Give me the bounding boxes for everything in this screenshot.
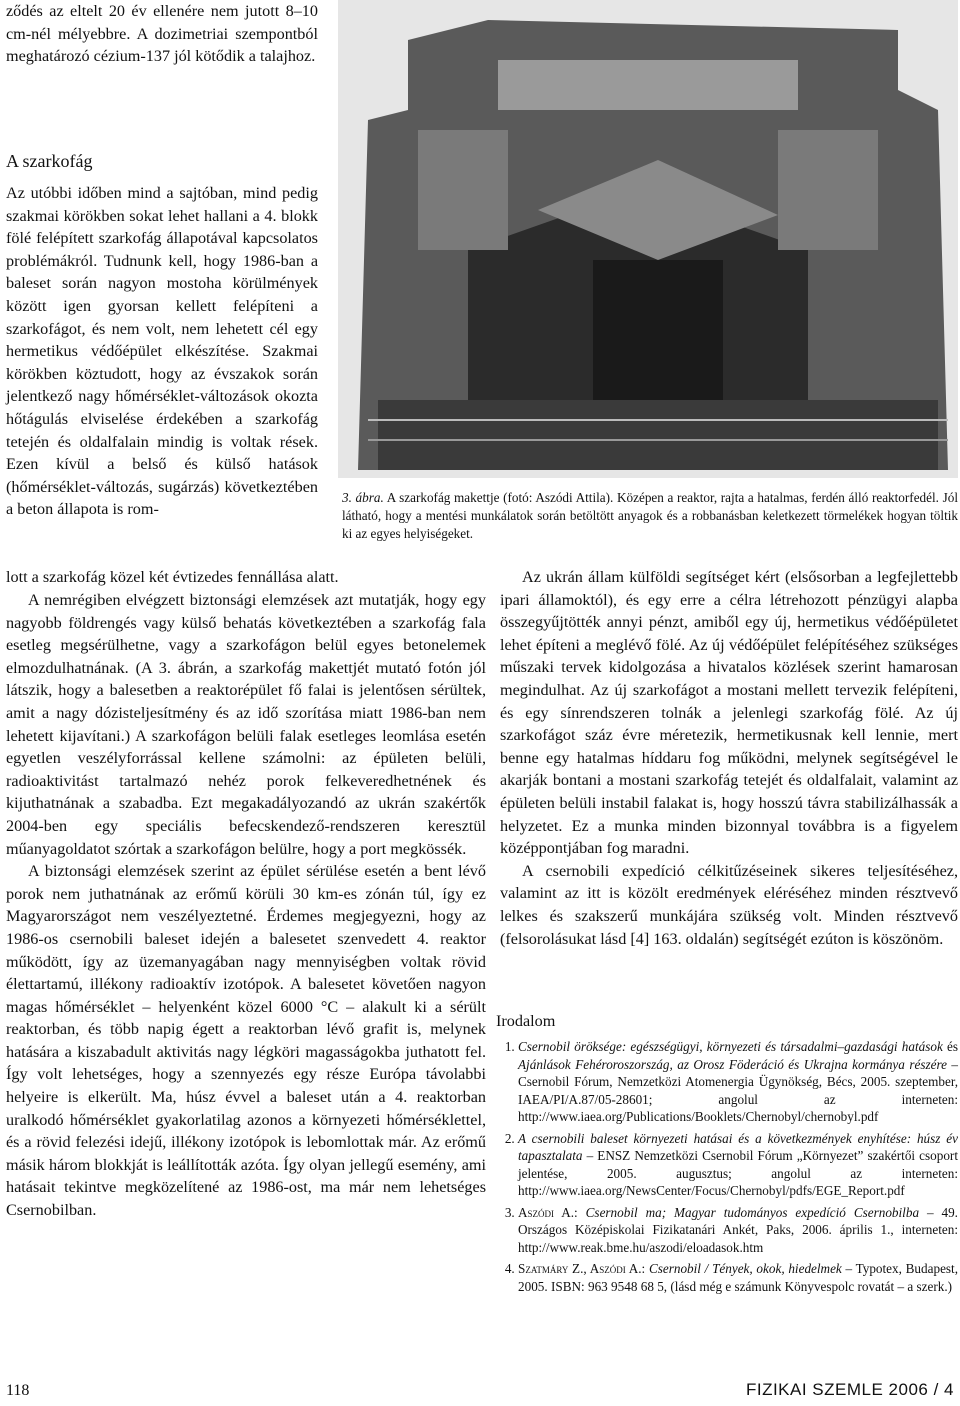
reference-part: és xyxy=(942,1039,958,1054)
caption-label: 3. ábra. xyxy=(342,490,384,505)
reference-part: Csernobil / Tények, okok, hiedelmek xyxy=(648,1261,842,1276)
reference-part: Ajánlások Fehéroroszország, az Orosz Föderáció és Ukrajna kormánya részére xyxy=(518,1056,947,1072)
reference-list xyxy=(496,1038,958,1295)
reference-item xyxy=(518,1038,958,1126)
reference-item xyxy=(518,1130,958,1200)
caption-text: A szarkofág makettje (fotó: Aszódi Attila). Középen a reaktor, rajta a hatalmas, ferdén álló reaktorfedél. Jól látható, hogy a mentési munkálatok során betöltött anyagok és a robbanásban keletkezett törmelékek hogyan töltik ki az egyes helyiségeket. xyxy=(342,490,958,541)
column-left-top xyxy=(6,0,318,68)
reference-part: Aszódi A. xyxy=(518,1204,575,1220)
reference-item xyxy=(518,1204,958,1257)
reference-part: A csernobili baleset környezeti hatásai és a következmények enyhítése: húsz év tapasztalata xyxy=(518,1130,958,1163)
section-title: A szarkofág xyxy=(6,151,93,171)
sarcophagus-model-image xyxy=(338,0,958,478)
reference-part: : xyxy=(574,1204,586,1220)
reference-part: Szatmáry Z., Aszódi A. xyxy=(518,1261,642,1276)
paragraph: Az ukrán állam külföldi segítséget kért (elsősorban a legfejlettebb ipari államoktól), és egy erre a célra létrehozott pénzügyi alapba összegyűjtötték annyi pénzt, amiből egy új, hermetikus védőépületet lehet építeni a meglévő fölé. Az új védőépület felépítéséhez szükséges műszaki tervek kidolgozása a hivatalos közlések szerint hamarosan megindulhat. Az új szarkofágot a mostani mellett tervezik felépíteni, és egy sínrendszeren tolnák a jelenlegi szarkofág fölé. Az új szarkofágot száz évre méretezik, hermetikusnak kell lennie, mert benne egy hatalmas híddaru fog működni, melynek segítségével le akarják bontani a mostani szarkofág tetejét és oldalfalait, valamint az épületen belüli instabil falakat is, hogy hosszú távra stabilizálhassák a helyzetet. Ez a munka minden bizonnyal továbbra is a figyelem középpontjában fog maradni. xyxy=(500,568,958,858)
paragraph: A biztonsági elemzések szerint az épület sérülése esetén a bent lévő porok nem juthatnának az erőmű körüli 30 km-es zónán túl, így ez Magyarországot nem veszélyeztetné. Érdemes megjegyezni, hogy az 1986-os csernobili baleset idején a balesetet szenvedett 4. reaktor működött, így az üzemanyagában nagy mennyiségben voltak rövid élettartamú, illékony radioaktív izotópok. A balesetet követően nagyon magas hőmérséklet – helyenként közel 6000 °C – alakult ki a sérült reaktorban, és több napig égett a reaktorban lévő grafit is, melynek hatására a kiszabadult aktivitás nagy légköri magasságokba juthatott fel. Így volt lehetséges, hogy a szennyezés egy része Európa távolabbi helyeire is elkerült. Ma, húsz évvel a baleset után a 4. reaktorban uralkodó hőmérséklet gyakorlatilag azonos a környezeti hőmérséklettel, és a rövid felezési idejű, illékony izotópok is lebomlottak már. Az erőmű másik három blokkját is leállították azóta. Így olyan jellegű esemény, ami hatásait tekintve megközelítené az 1986-ost, ma már nem lehetséges Csernobilban. xyxy=(6,862,486,1220)
reference-part: – 49. Országos Középiskolai Fizikatanári Ankét, Paks, 2006. április 1., interneten: http://www.reak.bme.hu/aszodi/eloadasok.htm xyxy=(518,1204,958,1255)
references xyxy=(496,1010,958,1299)
figure-photo xyxy=(338,0,958,478)
journal-footer: FIZIKAI SZEMLE 2006 / 4 xyxy=(745,1380,954,1399)
reference-part: Csernobil ma; Magyar tudományos expedíció Csernobilba xyxy=(585,1204,920,1220)
references-title: Irodalom xyxy=(496,1012,556,1030)
figure-caption xyxy=(342,489,958,543)
paragraph: Az utóbbi időben mind a sajtóban, mind pedig szakmai körökben sokat lehet hallani a 4. blokk fölé felépített szarkofág állapotával kapcsolatos problémákról. Tudnunk kell, hogy 1986-ban a baleset során nagyon mostoha körülmények között igen gyorsan kellett felépíteni a szarkofágot, és nem volt, nem lehetett cél egy hermetikus védőépület elkészítése. Szakmai körökben köztudott, hogy az évszakok során jelentkező nagy hőmérséklet-változások okozta hőtágulás elviselése érdekében a szarkofág tetején és oldalfalain mindig is voltak rések. Ezen kívül a belső és külső hatások (hőmérséklet-változás, sugárzás) következtében a beton állapota is rom- xyxy=(6,184,318,519)
reference-part: – Csernobil Fórum, Nemzetközi Atomenergia Ügynökség, Bécs, 2005. szeptember, IAEA/PI/A.87/05-28601; angolul az interneten: http://www.iaea.org/Publications/Booklets/Chernobyl/chernobyl.pdf xyxy=(518,1056,958,1124)
column-left-bottom xyxy=(6,589,486,1222)
column-right xyxy=(500,566,958,950)
text-line xyxy=(6,566,486,589)
paragraph: A nemrégiben elvégzett biztonsági elemzések azt mutatják, hogy egy nagyobb földrengés vagy külső behatás következtében a szarkofág fala esetleg megsérülhetne, vagy a szarkofágon belül egyes betonelemek elmozdulhatnának. (A 3. ábrán, a szarkofág makettjét mutató fotón jól látszik, hogy a balesetben a reaktorépület fő falai is jelentősen sérültek, amit a nagy dózisteljesítmény és az idő szorítása miatt 1986-ban nem lehetett kijavítani.) A szarkofágon belüli falak esetleges leomlása esetén egyetlen veszélyforrással kellene számolni: az épületen belüli, radioaktivitást tartalmazó nehéz porok felkeveredhetnének és kijuthatnának a szabadba. Ezt megakadályozandó az ukrán szakértők 2004-ben egy speciális befecskendező-rendszeren keresztül műanyagoldatot szórtak a szarkofágon belülre, hogy a port megkössék. xyxy=(6,591,486,858)
reference-part: – Typotex, Budapest, 2005. ISBN: 963 9548 68 5, (lásd még e számunk Könyvespolc rovatát – a szerk.) xyxy=(518,1261,959,1294)
reference-part: – ENSZ Nemzetközi Csernobil Fórum „Környezet” szakértői csoport jelentése, 2005. augusztus; angolul az interneten: http://www.iaea.org/NewsCenter/Focus/Chernobyl/pdfs/EGE_Report.pdf xyxy=(518,1148,958,1198)
reference-part: Csernobil öröksége: egészségügyi, környezeti és társadalmi–gazdasági hatások xyxy=(518,1039,943,1054)
paragraph: ződés az eltelt 20 év ellenére nem jutott 8–10 cm-nél mélyebbre. A dozimetriai szempontból meghatározó cézium-137 jól kötődik a talajhoz. xyxy=(6,2,318,66)
reference-part: : xyxy=(641,1261,649,1276)
page-number: 118 xyxy=(6,1382,30,1399)
column-left-middle xyxy=(6,150,318,521)
reference-item xyxy=(518,1260,958,1295)
paragraph: A csernobili expedíció célkitűzéseinek sikeres teljesítéséhez, valamint az itt is közölt eredmények eléréséhez minden résztvevő lelkes és szakszerű munkájára szükség volt. Minden résztvevő (felsorolásukat lásd [4] 163. oldalán) segítségét ezúton is köszönöm. xyxy=(500,861,958,948)
paragraph: lott a szarkofág közel két évtizedes fennállása alatt. xyxy=(6,568,339,586)
